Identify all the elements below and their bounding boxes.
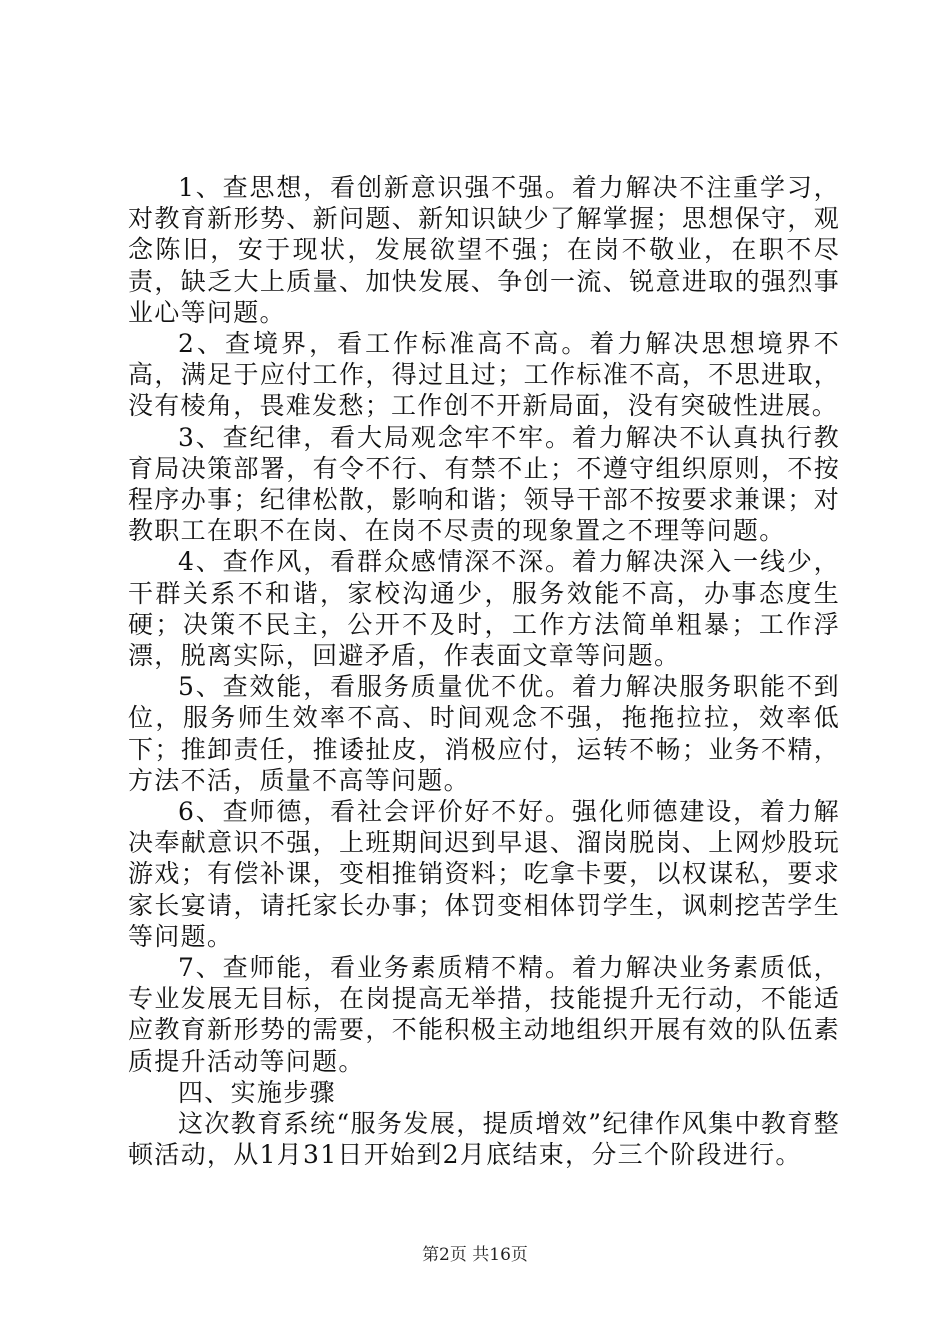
page-number-footer: 第2页 共16页 — [422, 1245, 528, 1265]
paragraph-activity-schedule: 这次教育系统“服务发展，提质增效”纪律作风集中教育整顿活动，从1月31日开始到2月底结束，分三个阶段进行。 — [128, 1109, 840, 1170]
paragraph-check-style: 4、查作风，看群众感情深不深。着力解决深入一线少，干群关系不和谐，家校沟通少，服务效能不高，办事态度生硬；决策不民主，公开不及时，工作方法简单粗暴；工作浮漂，脱离实际，回避矛盾，作表面文章等问题。 — [128, 547, 840, 671]
paragraph-check-realm: 2、查境界，看工作标准高不高。着力解决思想境界不高，满足于应付工作，得过且过；工作标准不高，不思进取，没有棱角，畏难发愁；工作创不开新局面，没有突破性进展。 — [128, 329, 840, 421]
section-heading-implementation-steps: 四、实施步骤 — [178, 1077, 336, 1107]
paragraph-check-teacher-ethics: 6、查师德，看社会评价好不好。强化师德建设，着力解决奉献意识不强，上班期间迟到早退、溜岗脱岗、上网炒股玩游戏；有偿补课，变相推销资料；吃拿卡要，以权谋私，要求家长宴请，请托家长办事；体罚变相体罚学生，讽刺挖苦学生等问题。 — [128, 797, 840, 951]
paragraph-check-discipline: 3、查纪律，看大局观念牢不牢。着力解决不认真执行教育局决策部署，有令不行、有禁不止；不遵守组织原则，不按程序办事；纪律松散，影响和谐；领导干部不按要求兼课；对教职工在职不在岗、在岗不尽责的现象置之不理等问题。 — [128, 422, 840, 546]
document-body — [128, 172, 840, 1171]
paragraph-check-thinking: 1、查思想，看创新意识强不强。着力解决不注重学习，对教育新形势、新问题、新知识缺少了解掌握；思想保守，观念陈旧，安于现状，发展欲望不强；在岗不敬业，在职不尽责，缺乏大上质量、加快发展、争创一流、锐意进取的强烈事业心等问题。 — [128, 173, 840, 327]
paragraph-check-efficiency: 5、查效能，看服务质量优不优。着力解决服务职能不到位，服务师生效率不高、时间观念不强，拖拖拉拉，效率低下；推卸责任，推诿扯皮，消极应付，运转不畅；业务不精，方法不活，质量不高等问题。 — [128, 672, 840, 795]
paragraph-check-teacher-ability: 7、查师能，看业务素质精不精。着力解决业务素质低，专业发展无目标，在岗提高无举措，技能提升无行动，不能适应教育新形势的需要，不能积极主动地组织开展有效的队伍素质提升活动等问题。 — [128, 953, 840, 1076]
